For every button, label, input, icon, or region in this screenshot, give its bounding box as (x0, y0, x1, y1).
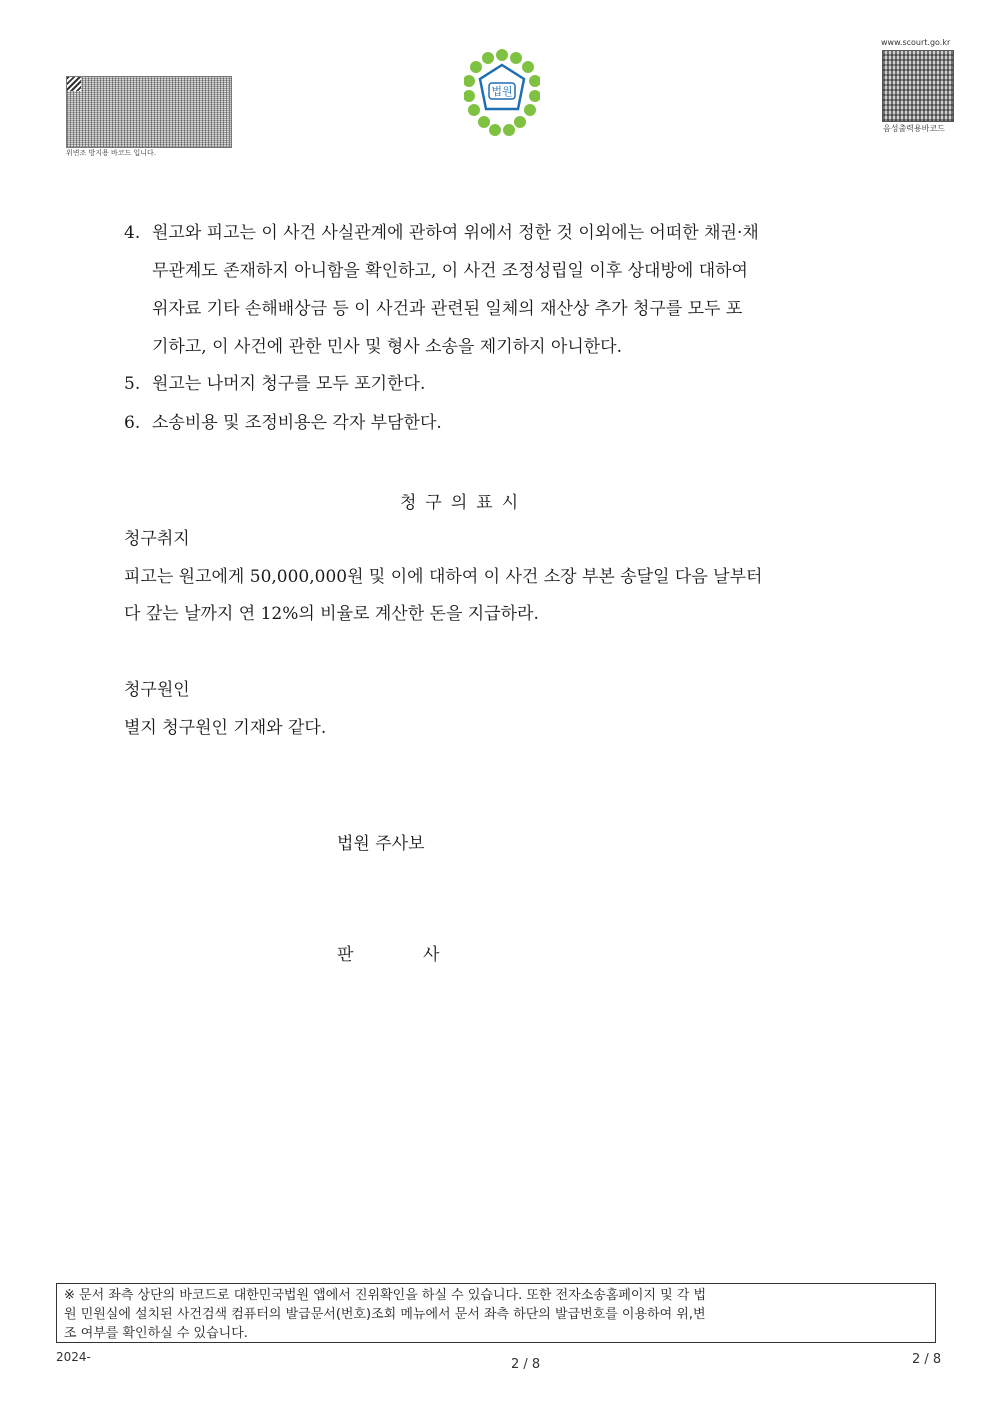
item-number: 4. (124, 223, 141, 243)
claim-cause-heading: 청구원인 (124, 680, 190, 700)
item-5-line: 원고는 나머지 청구를 모두 포기한다. (152, 374, 426, 394)
barcode-caption: 위변조 방지용 바코드 입니다. (66, 149, 157, 157)
page-number-right: 2 / 8 (912, 1352, 942, 1367)
voice-output-barcode (882, 50, 954, 122)
claim-section-title: 청구의표시 (400, 493, 528, 513)
item-6-line: 소송비용 및 조정비용은 각자 부담한다. (152, 413, 442, 433)
notice-line: ※ 문서 좌측 상단의 바코드로 대한민국법원 앱에서 진위확인을 하실 수 있습니다. 또한 전자소송홈페이지 및 각 법 (64, 1288, 707, 1303)
judge-label-1: 판 (337, 945, 354, 965)
item-4-line: 무관계도 존재하지 아니함을 확인하고, 이 사건 조정성립일 이후 상대방에 대하여 (152, 261, 748, 281)
item-number: 5. (124, 374, 141, 394)
judge-label-2: 사 (423, 945, 440, 965)
court-official: 법원 주사보 (337, 834, 425, 854)
notice-line: 조 여부를 확인하실 수 있습니다. (64, 1326, 248, 1341)
qr-caption: 음성출력용바코드 (883, 124, 945, 133)
page-number-center: 2 / 8 (511, 1357, 541, 1372)
issue-number: 2024- (56, 1350, 91, 1364)
item-number: 6. (124, 413, 141, 433)
claim-cause-line: 별지 청구원인 기재와 같다. (124, 718, 327, 738)
claim-purpose-heading: 청구취지 (124, 529, 190, 549)
claim-purpose-line: 피고는 원고에게 50,000,000원 및 이에 대하여 이 사건 소장 부본 송달일 다음 날부터 (124, 567, 763, 587)
emblem-text: 법원 (491, 85, 513, 98)
item-4-line: 기하고, 이 사건에 관한 민사 및 형사 소송을 제기하지 아니한다. (152, 337, 622, 357)
anti-forgery-barcode (66, 76, 232, 148)
item-4-line: 원고와 피고는 이 사건 사실관계에 관하여 위에서 정한 것 이외에는 어떠한 채권·채 (152, 223, 759, 243)
qr-url: www.scourt.go.kr (881, 38, 951, 47)
item-4-line: 위자료 기타 손해배상금 등 이 사건과 관련된 일체의 재산상 추가 청구를 모두 포 (152, 299, 743, 319)
court-emblem-icon (464, 47, 540, 137)
claim-purpose-line: 다 갚는 날까지 연 12%의 비율로 계산한 돈을 지급하라. (124, 604, 539, 624)
notice-line: 원 민원실에 설치된 사건검색 컴퓨터의 발급문서(번호)조회 메뉴에서 문서 좌측 하단의 발급번호를 이용하여 위,변 (64, 1307, 706, 1322)
